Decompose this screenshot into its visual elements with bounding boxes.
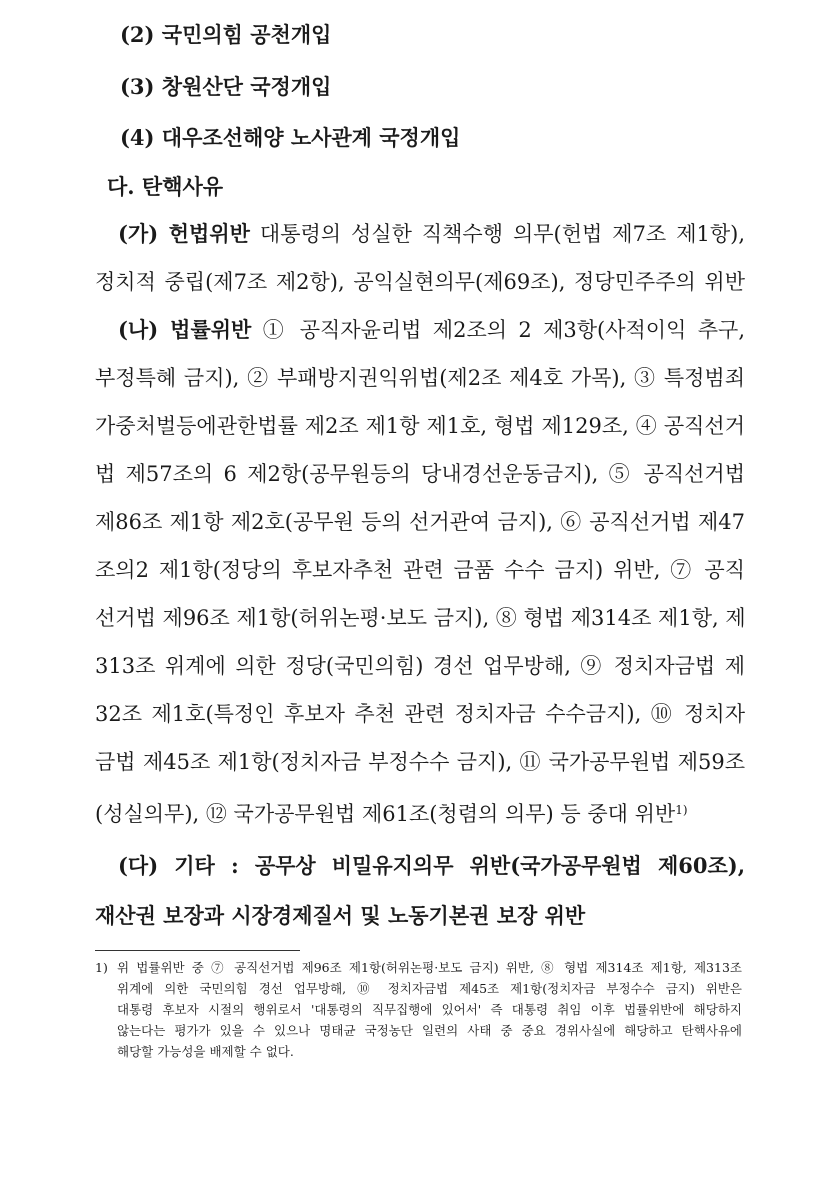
footnote-marker: 1) (95, 960, 108, 975)
para-na-line: 가중처벌등에관한법률 제2조 제1항 제1호, 형법 제129조, ④ 공직선거 (95, 414, 745, 438)
para-na-last-line (95, 796, 688, 828)
footnote-reference: 1) (675, 803, 688, 817)
item-2: (2) 국민의힘 공천개입 (120, 22, 332, 47)
para-na-line: 313조 위계에 의한 정당(국민의힘) 경선 업무방해, ⑨ 정치자금법 제 (95, 654, 745, 678)
para-na-line: 제86조 제1항 제2호(공무원 등의 선거관여 금지), ⑥ 공직선거법 제47 (95, 510, 745, 534)
para-na-text: ① 공직자윤리법 제2조의 2 제3항(사적이익 추구, (262, 318, 745, 342)
para-na-line-1 (118, 316, 745, 344)
para-na-line: 선거법 제96조 제1항(허위논평·보도 금지), ⑧ 형법 제314조 제1항, 제 (95, 606, 746, 630)
item-4: (4) 대우조선해양 노사관계 국정개입 (120, 125, 461, 150)
footnote-divider (95, 950, 300, 951)
footnote-line: 위계에 의한 국민의힘 경선 업무방해, ⑩ 정치자금법 제45조 제1항(정치자금 부정수수 금지) 위반은 (117, 981, 742, 996)
para-na-line: 32조 제1호(특정인 후보자 추천 관련 정치자금 수수금지), ⑩ 정치자 (95, 702, 745, 726)
section-heading: 다. 탄핵사유 (107, 174, 224, 199)
para-na-line: 부정특혜 금지), ② 부패방지권익위법(제2조 제4호 가목), ③ 특정범죄 (95, 366, 745, 390)
para-ga-line-2: 정치적 중립(제7조 제2항), 공익실현의무(제69조), 정당민주주의 위반 (95, 270, 745, 294)
para-na-label: (나) 법률위반 (118, 317, 252, 342)
para-na-line: 조의2 제1항(정당의 후보자추천 관련 금품 수수 금지) 위반, ⑦ 공직 (95, 558, 745, 582)
para-da-line-2: 재산권 보장과 시장경제질서 및 노동기본권 보장 위반 (95, 903, 586, 928)
footnote-last-line: 해당할 가능성을 배제할 수 없다. (117, 1044, 294, 1059)
footnote-line: 않는다는 평가가 있을 수 있으나 명태균 국정농단 일련의 사태 중 중요 경위사실에 해당하고 탄핵사유에 (117, 1023, 742, 1038)
para-ga-text: 대통령의 성실한 직책수행 의무(헌법 제7조 제1항), (259, 222, 745, 246)
para-na-line: 금법 제45조 제1항(정치자금 부정수수 금지), ⑪ 국가공무원법 제59조 (95, 750, 745, 774)
para-ga-line-1 (118, 220, 745, 248)
para-da-line-1: (다) 기타 : 공무상 비밀유지의무 위반(국가공무원법 제60조), (118, 853, 745, 878)
item-3: (3) 창원산단 국정개입 (120, 74, 332, 99)
footnote-line: 대통령 후보자 시절의 행위로서 '대통령의 직무집행에 있어서' 즉 대통령 취임 이후 법률위반에 해당하지 (117, 1002, 742, 1017)
para-na-line: 법 제57조의 6 제2항(공무원등의 당내경선운동금지), ⑤ 공직선거법 (95, 462, 745, 486)
para-na-last-text: (성실의무), ⑫ 국가공무원법 제61조(청렴의 의무) 등 중대 위반 (95, 802, 676, 826)
para-ga-label: (가) 헌법위반 (118, 221, 250, 246)
footnote-line: 위 법률위반 중 ⑦ 공직선거법 제96조 제1항(허위논평·보도 금지) 위반, ⑧ 형법 제314조 제1항, 제313조 (117, 960, 742, 975)
